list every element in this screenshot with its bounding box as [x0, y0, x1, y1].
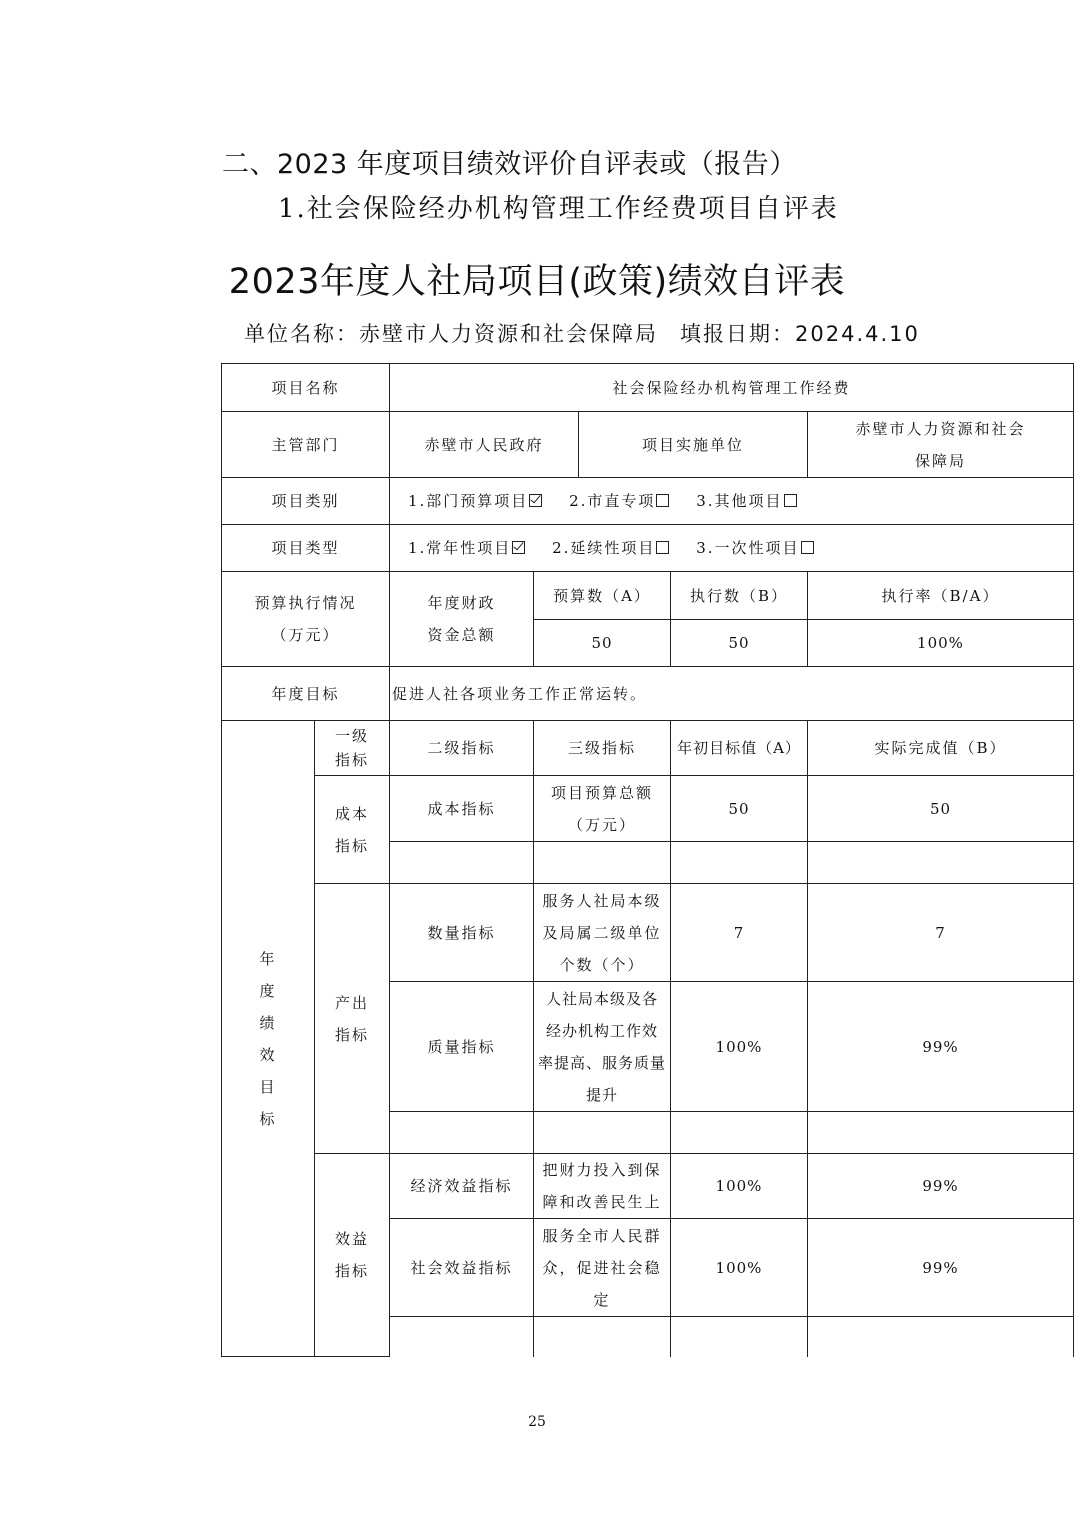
type-options — [390, 525, 1074, 572]
checkbox-icon[interactable] — [656, 541, 669, 554]
row-cost-indicator — [222, 776, 1074, 842]
empty-cell — [671, 1112, 808, 1154]
subsection-heading: 1.社会保险经办机构管理工作经费项目自评表 — [278, 194, 839, 224]
header-level1 — [315, 721, 390, 776]
benefit-level1 — [315, 1154, 390, 1357]
label-line: 资金总额 — [427, 626, 496, 644]
category-label: 项目类别 — [222, 478, 390, 525]
category-options — [390, 478, 1074, 525]
label-line: 指标 — [334, 836, 369, 855]
project-name-value: 社会保险经办机构管理工作经费 — [390, 364, 1074, 412]
label-line: 效益 — [334, 1230, 369, 1248]
economic-level2: 经济效益指标 — [390, 1154, 534, 1219]
row-quantity-indicator — [222, 884, 1074, 982]
type-option-one-time — [696, 539, 813, 557]
report-date: 填报日期：2024.4.10 — [680, 322, 920, 346]
empty-cell — [808, 842, 1074, 884]
vertical-char: 绩 — [259, 1013, 277, 1032]
cost-level1 — [315, 776, 390, 884]
dept-label: 主管部门 — [222, 412, 390, 478]
checkbox-icon[interactable] — [801, 541, 814, 554]
social-level3 — [534, 1219, 671, 1317]
economic-actual: 99% — [808, 1154, 1074, 1219]
self-evaluation-table — [221, 363, 1074, 1357]
label-line: 成本 — [334, 804, 369, 823]
budget-a-label: 预算数（A） — [534, 572, 671, 620]
option-label: 2.市直专项 — [569, 492, 656, 510]
quantity-actual: 7 — [808, 884, 1074, 982]
dept-value: 赤壁市人民政府 — [390, 412, 579, 478]
cost-actual: 50 — [808, 776, 1074, 842]
vertical-char: 年 — [259, 949, 277, 968]
option-label: 3.其他项目 — [696, 492, 783, 510]
label-line: 指标 — [334, 1025, 369, 1044]
economic-target: 100% — [671, 1154, 808, 1219]
header-level2: 二级指标 — [390, 721, 534, 776]
empty-cell — [671, 842, 808, 884]
category-option-other — [696, 492, 796, 510]
quantity-level2: 数量指标 — [390, 884, 534, 982]
vertical-char: 标 — [259, 1109, 277, 1128]
label-line: 定 — [593, 1290, 611, 1309]
annual-goal-value: 促进人社各项业务工作正常运转。 — [390, 667, 1074, 721]
category-option-city-special — [569, 492, 669, 510]
label-line: 项目预算总额 — [550, 783, 653, 802]
social-level2: 社会效益指标 — [390, 1219, 534, 1317]
type-option-continuing — [552, 539, 669, 557]
label-line: 指标 — [334, 1262, 369, 1280]
page-title: 2023年度人社局项目(政策)绩效自评表 — [228, 262, 846, 302]
empty-cell — [808, 1112, 1074, 1154]
label-line: 人社局本级及各 — [545, 989, 658, 1008]
section-heading: 二、2023 年度项目绩效评价自评表或（报告） — [222, 149, 797, 180]
label-line: 产出 — [334, 993, 369, 1012]
label-line: 众，促进社会稳 — [542, 1258, 662, 1277]
annual-fund-label — [390, 572, 534, 667]
empty-cell — [534, 842, 671, 884]
cost-level2: 成本指标 — [390, 776, 534, 842]
impl-unit-label: 项目实施单位 — [579, 412, 808, 478]
page-number: 25 — [528, 1414, 546, 1430]
checkbox-icon[interactable] — [784, 494, 797, 507]
label-line: 率提高、服务质量 — [537, 1053, 666, 1072]
performance-goal-label — [222, 721, 315, 1357]
row-indicator-header — [222, 721, 1074, 776]
quality-level3 — [534, 982, 671, 1112]
vertical-char: 效 — [259, 1045, 277, 1064]
vertical-char: 度 — [259, 981, 277, 1000]
economic-level3 — [534, 1154, 671, 1219]
row-annual-goal — [222, 667, 1074, 721]
option-label: 2.延续性项目 — [552, 539, 656, 557]
exec-b-value: 50 — [671, 620, 808, 667]
empty-cell — [390, 1317, 534, 1357]
option-label: 1.部门预算项目 — [408, 492, 529, 510]
checkbox-icon[interactable] — [656, 494, 669, 507]
type-option-regular — [408, 539, 525, 557]
impl-unit-value — [808, 412, 1074, 478]
social-target: 100% — [671, 1219, 808, 1317]
budget-a-value: 50 — [534, 620, 671, 667]
label-line: 及局属二级单位 — [542, 923, 662, 942]
row-budget-header — [222, 572, 1074, 620]
exec-rate-label: 执行率（B/A） — [808, 572, 1074, 620]
impl-unit-line: 保障局 — [914, 451, 966, 470]
unit-info-line — [244, 318, 920, 348]
option-label: 1.常年性项目 — [408, 539, 512, 557]
label-line: （万元） — [271, 626, 340, 644]
label-line: 指标 — [334, 751, 369, 769]
label-line: 提升 — [585, 1085, 618, 1104]
empty-cell — [671, 1317, 808, 1357]
cost-target: 50 — [671, 776, 808, 842]
quality-level2: 质量指标 — [390, 982, 534, 1112]
label-line: 经办机构工作效 — [545, 1021, 658, 1040]
header-target: 年初目标值（A） — [671, 721, 808, 776]
impl-unit-line: 赤壁市人力资源和社会 — [855, 419, 1026, 438]
unit-name: 单位名称：赤壁市人力资源和社会保障局 — [244, 322, 658, 346]
label-line: 年度财政 — [427, 594, 496, 612]
project-name-label: 项目名称 — [222, 364, 390, 412]
empty-cell — [534, 1317, 671, 1357]
header-actual: 实际完成值（B） — [808, 721, 1074, 776]
empty-cell — [390, 1112, 534, 1154]
label-line: 个数（个） — [559, 955, 645, 974]
exec-b-label: 执行数（B） — [671, 572, 808, 620]
label-line: （万元） — [567, 815, 636, 834]
checkbox-icon[interactable] — [512, 541, 525, 554]
type-label: 项目类型 — [222, 525, 390, 572]
category-option-dept-budget — [408, 492, 542, 510]
row-economic-indicator — [222, 1154, 1074, 1219]
row-type — [222, 525, 1074, 572]
social-actual: 99% — [808, 1219, 1074, 1317]
annual-goal-label: 年度目标 — [222, 667, 390, 721]
label-line: 把财力投入到保 — [542, 1161, 662, 1179]
row-category — [222, 478, 1074, 525]
row-project-name — [222, 364, 1074, 412]
quality-actual: 99% — [808, 982, 1074, 1112]
option-label: 3.一次性项目 — [696, 539, 800, 557]
label-line: 服务人社局本级 — [542, 891, 662, 910]
label-line: 一级 — [334, 727, 369, 745]
label-line: 障和改善民生上 — [542, 1193, 662, 1211]
empty-cell — [534, 1112, 671, 1154]
exec-rate-value: 100% — [808, 620, 1074, 667]
quantity-target: 7 — [671, 884, 808, 982]
output-level1 — [315, 884, 390, 1154]
label-line: 预算执行情况 — [254, 594, 357, 612]
empty-cell — [390, 842, 534, 884]
label-line: 服务全市人民群 — [542, 1226, 662, 1245]
budget-execution-label — [222, 572, 390, 667]
cost-level3 — [534, 776, 671, 842]
header-level3: 三级指标 — [534, 721, 671, 776]
vertical-char: 目 — [259, 1077, 277, 1096]
empty-cell — [808, 1317, 1074, 1357]
checkbox-icon[interactable] — [529, 494, 542, 507]
quality-target: 100% — [671, 982, 808, 1112]
quantity-level3 — [534, 884, 671, 982]
row-department — [222, 412, 1074, 478]
